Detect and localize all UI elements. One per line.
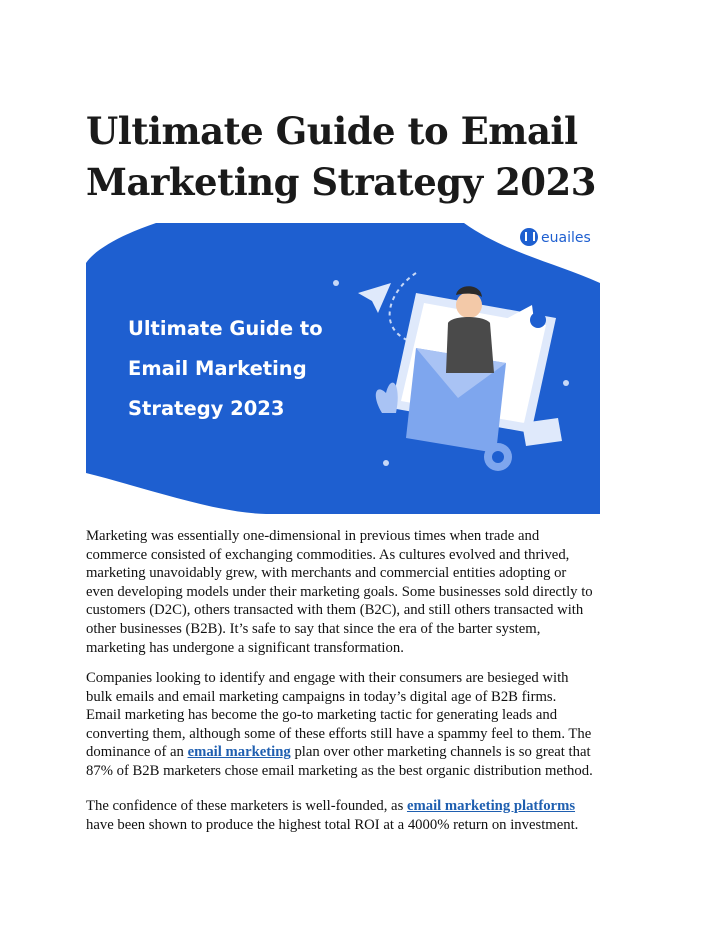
decor-dot (383, 460, 389, 466)
hero-banner-image (86, 223, 600, 514)
paragraph-line: commerce consisted of exchanging commodities. As cultures evolved and thrived, (86, 546, 570, 563)
banner-heading-line-2: Email Marketing (128, 357, 307, 380)
decor-dot (333, 280, 339, 286)
paragraph-line: marketing unavoidably grew, with merchants and commercial entities adopting or (86, 565, 567, 582)
email-marketing-link[interactable]: email marketing (187, 744, 291, 761)
logo-text: euailes (541, 230, 591, 246)
banner-heading-line-1: Ultimate Guide to (128, 317, 323, 340)
paragraph-line: Marketing was essentially one-dimensional in previous times when trade and (86, 528, 540, 544)
paragraph-intro (86, 527, 646, 657)
paragraph-line (86, 743, 646, 762)
paragraph-line: even developing models under their marketing goals. Some businesses sold directly to (86, 583, 593, 600)
euailes-logo-icon (520, 228, 538, 246)
page-title-line-2: Marketing Strategy 2023 (86, 160, 597, 204)
text-segment: dominance of an (86, 744, 188, 761)
page-title-line-1: Ultimate Guide to Email (86, 109, 578, 153)
paragraph-email-dominance (86, 669, 646, 781)
text-segment: plan over other marketing channels is so great that (290, 744, 591, 761)
paragraph-line (86, 797, 646, 816)
paragraph-line: bulk emails and email marketing campaigns in today’s digital age of B2B firms. (86, 688, 557, 705)
paragraph-line: other businesses (B2B). It’s safe to say that since the era of the barter system, (86, 620, 541, 637)
paragraph-line: have been shown to produce the highest total ROI at a 4000% return on investment. (86, 816, 579, 833)
text-segment: The confidence of these marketers is well-founded, as (86, 798, 407, 814)
banner-heading-line-3: Strategy 2023 (128, 397, 285, 420)
paragraph-line: Email marketing has become the go-to marketing tactic for generating leads and (86, 707, 558, 724)
paragraph-line: converting them, although some of these efforts still have a spammy feel to them. The (86, 725, 592, 742)
email-marketing-platforms-link[interactable]: email marketing platforms (406, 798, 576, 814)
mail-icon (522, 418, 562, 446)
decor-dot (563, 380, 569, 386)
paragraph-line: 87% of B2B marketers chose email marketing as the best organic distribution method. (86, 762, 593, 779)
paragraph-line: marketing has undergone a significant transformation. (86, 639, 404, 656)
paragraph-line: customers (D2C), others transacted with them (B2C), and still others transacted with (86, 602, 584, 619)
page-title (86, 106, 646, 208)
paragraph-roi (86, 797, 646, 834)
paragraph-line: Companies looking to identify and engage with their consumers are besieged with (86, 670, 569, 686)
banner-logo (520, 226, 598, 250)
banner-heading (128, 309, 388, 429)
